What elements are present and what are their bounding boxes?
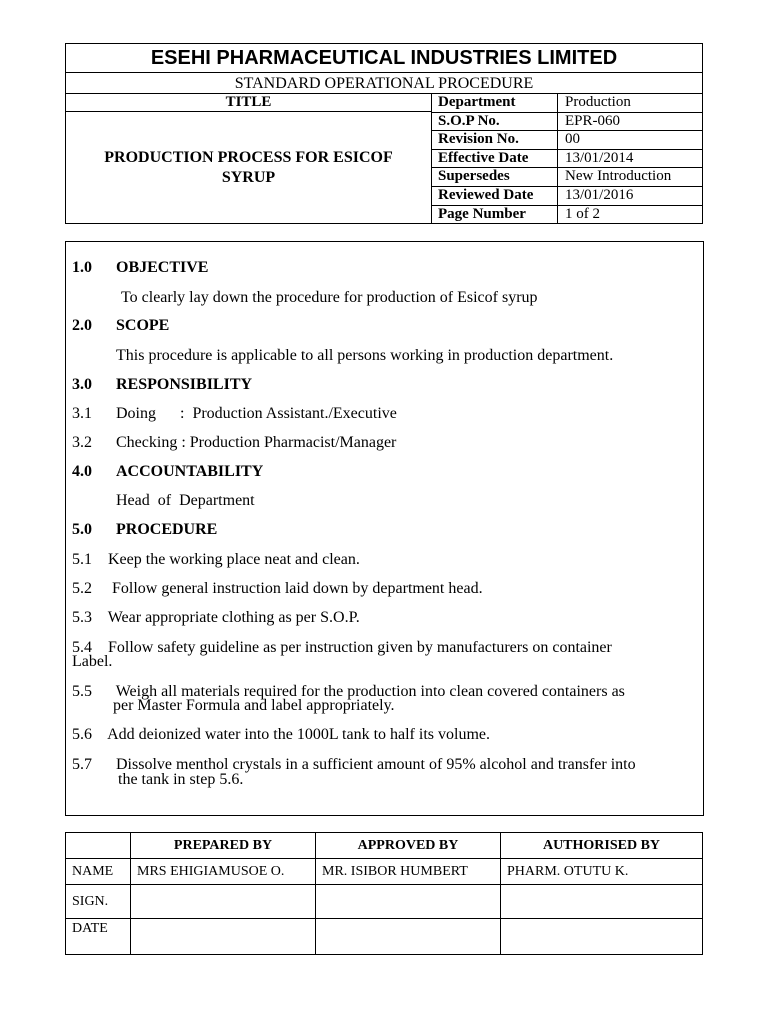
procedure-step: 5.3 Wear appropriate clothing as per S.O.P. [72,609,360,626]
meta-value: Production [565,94,631,110]
approved-by-date [316,919,501,955]
subsection-number: 3.1 [72,405,92,422]
prepared-by-name: MRS EHIGIAMUSOE O. [131,859,316,885]
meta-row-supersedes [432,168,702,187]
section-number: 1.0 [72,259,92,276]
meta-row-effective-date [432,150,702,169]
meta-key: Effective Date [432,150,558,168]
meta-value: 13/01/2014 [565,149,634,166]
meta-row-page-number [432,206,702,225]
meta-row-revision [432,131,702,150]
approval-sign-row [66,885,703,919]
approval-table [65,832,703,955]
row-label-sign: SIGN. [66,885,131,919]
meta-key: Page Number [432,206,558,225]
meta-table [432,94,702,224]
document-type: STANDARD OPERATIONAL PROCEDURE [66,73,702,94]
empty-cell [66,833,131,859]
company-name: ESEHI PHARMACEUTICAL INDUSTRIES LIMITED [66,44,702,73]
meta-key: Department [432,94,558,112]
authorised-by-date [501,919,703,955]
section-number: 2.0 [72,317,92,334]
prepared-by-sign [131,885,316,919]
meta-value: New Introduction [565,168,672,185]
approved-by-sign [316,885,501,919]
meta-value: 1 of 2 [565,205,600,222]
procedure-body [65,241,704,816]
procedure-step: 5.6 Add deionized water into the 1000L tank to half its volume. [72,726,490,743]
procedure-step: 5.7 Dissolve menthol crystals in a sufficient amount of 95% alcohol and transfer into [72,756,636,773]
meta-row-department [432,94,702,113]
row-label-name: NAME [66,859,131,885]
document-title: PRODUCTION PROCESS FOR ESICOF SYRUP [104,148,393,186]
meta-key: Revision No. [432,131,558,149]
authorised-by-name: PHARM. OTUTU K. [501,859,703,885]
approved-by-header: APPROVED BY [316,833,501,859]
section-heading-procedure: PROCEDURE [116,521,218,538]
meta-row-sop-no [432,113,702,132]
procedure-step-continued: per Master Formula and label appropriately. [113,697,395,714]
section-heading-objective: OBJECTIVE [116,259,209,276]
sop-header [65,43,703,224]
scope-text: This procedure is applicable to all persons working in production department. [116,347,614,364]
row-label-date: DATE [66,919,131,955]
responsibility-doing: Doing : Production Assistant./Executive [116,405,397,422]
authorised-by-header: AUTHORISED BY [501,833,703,859]
accountability-text: Head of Department [116,492,255,509]
prepared-by-header: PREPARED BY [131,833,316,859]
procedure-step: 5.1 Keep the working place neat and clean. [72,551,360,568]
procedure-step: 5.4 Follow safety guideline as per instruction given by manufacturers on container [72,639,612,656]
procedure-step: 5.5 Weigh all materials required for the production into clean covered containers as [72,683,625,700]
meta-value: EPR-060 [565,112,621,129]
meta-key: Supersedes [432,168,558,186]
responsibility-checking: Checking : Production Pharmacist/Manager [116,434,397,451]
document-title-cell [66,112,432,223]
meta-key: S.O.P No. [432,113,558,131]
section-number: 3.0 [72,376,92,393]
section-heading-accountability: ACCOUNTABILITY [116,463,264,480]
objective-text: To clearly lay down the procedure for production of Esicof syrup [121,289,538,306]
procedure-step: 5.2 Follow general instruction laid down by department head. [72,580,483,597]
section-heading-responsibility: RESPONSIBILITY [116,376,253,393]
section-number: 5.0 [72,521,92,538]
meta-key: Reviewed Date [432,187,558,205]
section-heading-scope: SCOPE [116,317,170,334]
section-number: 4.0 [72,463,92,480]
procedure-step-continued: the tank in step 5.6. [118,771,244,788]
meta-value: 13/01/2016 [565,186,634,203]
subsection-number: 3.2 [72,434,92,451]
prepared-by-date [131,919,316,955]
meta-value: 00 [565,131,580,148]
meta-row-reviewed-date [432,187,702,206]
approved-by-name: MR. ISIBOR HUMBERT [316,859,501,885]
approval-name-row [66,859,703,885]
approval-header-row [66,833,703,859]
procedure-step-continued: Label. [72,653,113,670]
authorised-by-sign [501,885,703,919]
title-label: TITLE [66,94,432,112]
approval-date-row [66,919,703,955]
